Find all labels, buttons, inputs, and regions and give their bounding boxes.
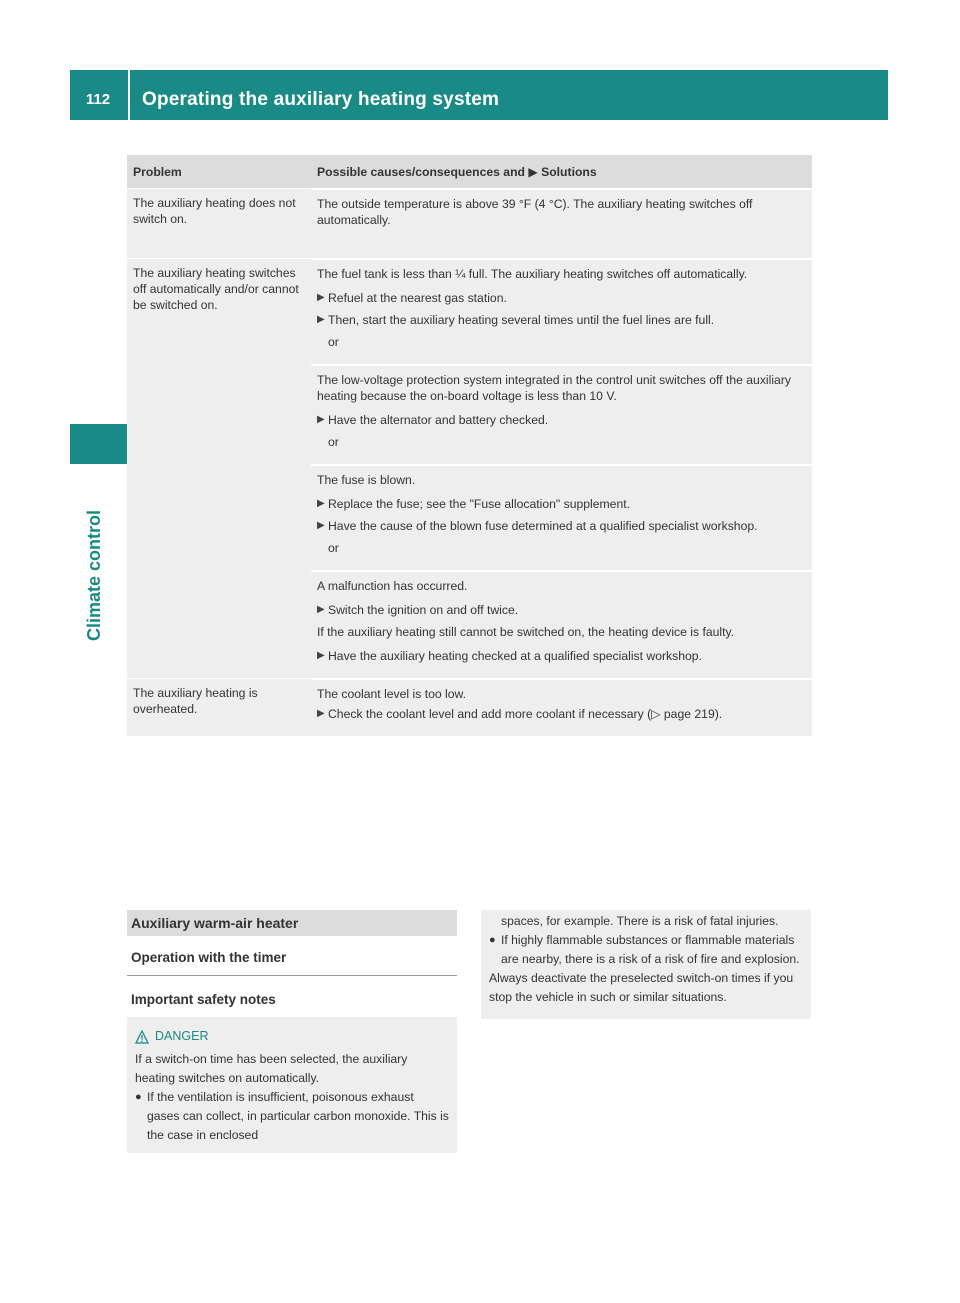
- danger-bullet-text: If highly flammable substances or flammable materials are nearby, there is a risk of a risk of fire and explosion.: [501, 933, 800, 966]
- bullet-icon: ●: [489, 934, 496, 946]
- note-text: If the auxiliary heating still cannot be switched on, the heating device is faulty.: [317, 625, 735, 639]
- header-divider: [128, 70, 130, 120]
- problem-cell: The auxiliary heating switches off automatically and/or cannot be switched on.: [127, 258, 311, 678]
- cause-text: The fuel tank is less than ¼ full. The auxiliary heating switches off automatically.: [317, 267, 748, 281]
- solution-cell: [311, 464, 812, 570]
- danger-bullet-text: If the ventilation is insufficient, poisonous exhaust gases can collect, in particular carbon monoxide. This is the case in enclosed: [147, 1090, 449, 1142]
- arrow-icon: ▶: [317, 650, 325, 661]
- cause-text: The outside temperature is above 39 °F (4 °C). The auxiliary heating switches off automatically.: [317, 197, 753, 227]
- solution-cell: [311, 364, 812, 464]
- danger-bullet-continued: spaces, for example. There is a risk of fatal injuries.: [501, 914, 779, 928]
- table-header-row: [127, 155, 812, 188]
- arrow-icon: ▶: [317, 604, 325, 615]
- solution-step-text: Have the alternator and battery checked.: [328, 413, 549, 427]
- solution-step: [317, 312, 806, 328]
- arrow-icon: ▶: [317, 708, 325, 719]
- solution-cell: [311, 258, 812, 364]
- danger-intro: If a switch-on time has been selected, the auxiliary heating switches on automatically.: [135, 1052, 408, 1085]
- chapter-label: [84, 510, 104, 690]
- cause-text: The fuse is blown.: [317, 473, 416, 487]
- section-title: Auxiliary warm-air heater: [127, 910, 457, 936]
- arrow-icon: ▶: [317, 498, 325, 509]
- page-number: 112: [85, 91, 111, 108]
- arrow-icon: ▶: [317, 314, 325, 325]
- solution-step: [317, 706, 806, 722]
- solution-step: [317, 518, 806, 534]
- troubleshooting-table: [127, 155, 812, 736]
- arrow-icon: ▶: [317, 520, 325, 531]
- page-title: Operating the auxiliary heating system: [142, 89, 500, 110]
- solution-step-text: Then, start the auxiliary heating several times until the fuel lines are full.: [328, 313, 715, 327]
- cause-text: The low-voltage protection system integrated in the control unit switches off the auxiliary heating because the on-board voltage is less than 10 V.: [317, 373, 791, 403]
- table-row: [127, 188, 812, 258]
- arrow-icon: ▶: [317, 292, 325, 303]
- column-header-solutions: Possible causes/consequences and ▶ Solutions: [311, 155, 812, 188]
- or-text: or: [328, 541, 339, 555]
- danger-bullet: [489, 931, 805, 969]
- subsection-title: Important safety notes: [131, 992, 276, 1007]
- left-column: [127, 910, 457, 1153]
- solution-cell: [311, 678, 812, 736]
- subsection-title: Operation with the timer: [127, 936, 457, 976]
- table-row: [127, 258, 812, 364]
- closing-text: Always deactivate the preselected switch-on times if you stop the vehicle in such or similar situations.: [489, 971, 794, 1004]
- solution-cell: [311, 188, 812, 258]
- chapter-label-text: Climate control: [84, 510, 104, 642]
- warning-triangle-icon: [135, 1030, 149, 1044]
- solution-cell: [311, 570, 812, 678]
- danger-header: [135, 1027, 449, 1046]
- solution-step-text: Refuel at the nearest gas station.: [328, 291, 507, 305]
- problem-cell: The auxiliary heating does not switch on.: [127, 188, 311, 258]
- right-column: [481, 910, 811, 1019]
- solution-step-text: Have the cause of the blown fuse determined at a qualified specialist workshop.: [328, 519, 758, 533]
- solution-step: [317, 602, 806, 618]
- bullet-icon: ●: [135, 1091, 142, 1103]
- or-text: or: [328, 335, 339, 349]
- or-text: or: [328, 435, 339, 449]
- cause-text: A malfunction has occurred.: [317, 579, 468, 593]
- problem-cell: The auxiliary heating is overheated.: [127, 678, 311, 736]
- danger-box: [127, 1017, 457, 1153]
- solution-step: [317, 648, 806, 664]
- solution-step-text: Check the coolant level and add more coolant if necessary (▷ page 219).: [328, 707, 723, 721]
- solution-step: [317, 496, 806, 512]
- cause-text: The coolant level is too low.: [317, 687, 467, 701]
- solution-step: [317, 290, 806, 306]
- danger-label: DANGER: [155, 1029, 209, 1043]
- column-header-problem: Problem: [127, 155, 311, 188]
- solution-step-text: Have the auxiliary heating checked at a qualified specialist workshop.: [328, 649, 702, 663]
- danger-bullet: [135, 1088, 449, 1145]
- arrow-icon: ▶: [317, 414, 325, 425]
- page-header: [70, 70, 888, 120]
- table-row: [127, 678, 812, 736]
- chapter-marker: [70, 424, 128, 464]
- solution-step-text: Replace the fuse; see the "Fuse allocation" supplement.: [328, 497, 631, 511]
- solution-step-text: Switch the ignition on and off twice.: [328, 603, 519, 617]
- solution-step: [317, 412, 806, 428]
